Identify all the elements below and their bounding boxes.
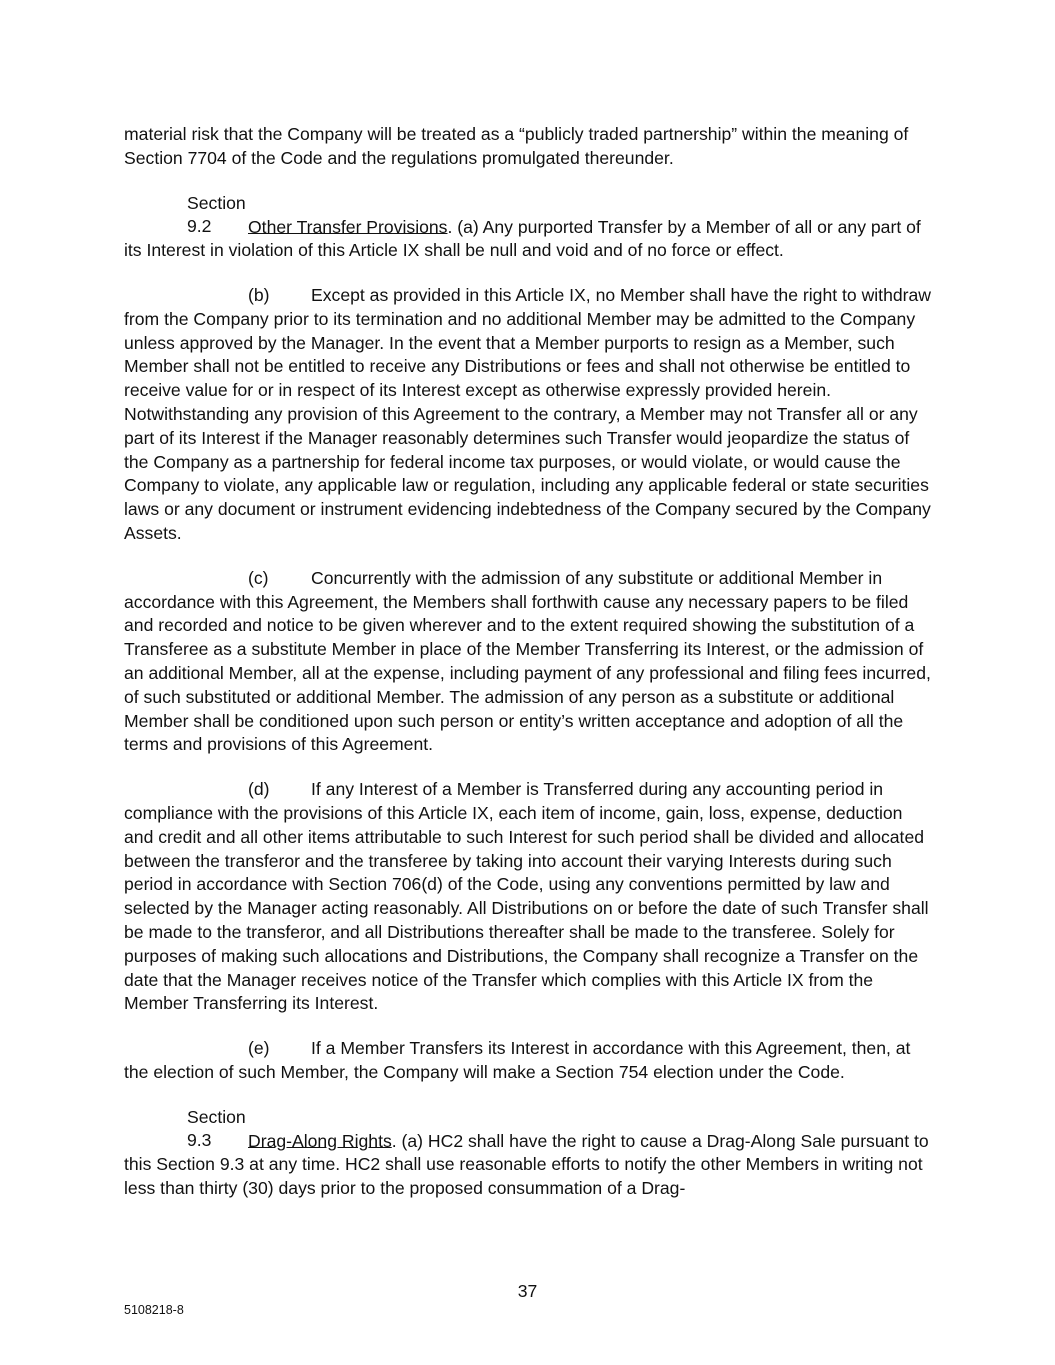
section-9-3-heading: Drag-Along Rights (248, 1130, 392, 1151)
section-9-3-paragraph (124, 1106, 932, 1201)
section-9-2-heading-trail: . (447, 216, 453, 237)
subsection-d-paragraph (124, 778, 932, 1016)
subsection-c-paragraph (124, 567, 932, 757)
section-9-3-text: (a) HC2 shall have the right to cause a Drag-Along Sale pursuant to this Section 9.3 at any time. HC2 shall use reasonable efforts to notify the other Members in writing not less than thirty (30) days prior to the proposed consummation of a Drag- (124, 1130, 929, 1199)
page-body (124, 123, 932, 1222)
subsection-d-text: If any Interest of a Member is Transferred during any accounting period in compliance with the provisions of this Article IX, each item of income, gain, loss, expense, deduction and credit and all other items attributable to such Interest for such period shall be divided and allocated between the transferor and the transferee by taking into account their varying Interests during such period in accordance with Section 706(d) of the Code, using any conventions permitted by law and selected by the Manager acting reasonably. All Distributions on or before the date of such Transfer shall be made to the transferor, and all Distributions thereafter shall be made to the transferee. Solely for purposes of making such allocations and Distributions, the Company shall recognize a Transfer on the date that the Manager receives notice of the Transfer which complies with this Article IX from the Member Transferring its Interest. (124, 779, 929, 1014)
carryover-text: material risk that the Company will be treated as a “publicly traded partnership” within the meaning of Section 7704 of the Code and the regulations promulgated thereunder. (124, 124, 909, 168)
section-9-2-text: (a) Any purported Transfer by a Member of all or any part of its Interest in violation of this Article IX shall be null and void and of no force or effect. (124, 216, 921, 261)
section-9-2-heading: Other Transfer Provisions (248, 216, 448, 237)
section-9-2-number: Section 9.2 (187, 192, 246, 237)
subsection-e-letter: (e) (248, 1038, 270, 1059)
subsection-c-letter: (c) (248, 567, 269, 588)
subsection-c-text: Concurrently with the admission of any substitute or additional Member in accordance with this Agreement, the Members shall forthwith cause any necessary papers to be filed and recorded and notice to be given wherever and to the extent required showing the substitution of a Transferee as a substitute Member in place of the Member Transferring its Interest, or the admission of an additional Member, all at the expense, including payment of any professional and filing fees incurred, of such substituted or additional Member. The admission of any person as a substitute or additional Member shall be conditioned upon such person or entity’s written acceptance and adoption of all the terms and provisions of this Agreement. (124, 567, 931, 755)
subsection-b-text: Except as provided in this Article IX, no Member shall have the right to withdraw from the Company prior to its termination and no additional Member may be admitted to the Company unless approved by the Manager. In the event that a Member purports to resign as a Member, such Member shall not be entitled to receive any Distributions or fees and shall not otherwise be entitled to receive value for or in respect of its Interest except as otherwise expressly provided herein. Notwithstanding any provision of this Agreement to the contrary, a Member may not Transfer all or any part of its Interest if the Manager reasonably determines such Transfer would jeopardize the status of the Company as a partnership for federal income tax purposes, or would violate, or would cause the Company to violate, any applicable law or regulation, including any applicable federal or state securities laws or any document or instrument evidencing indebtedness of the Company secured by the Company Assets. (124, 284, 931, 543)
section-9-3-number: Section 9.3 (187, 1106, 246, 1151)
subsection-b-letter: (b) (248, 284, 270, 305)
carryover-paragraph (124, 123, 932, 171)
subsection-e-text: If a Member Transfers its Interest in accordance with this Agreement, then, at the election of such Member, the Company will make a Section 754 election under the Code. (124, 1038, 911, 1082)
subsection-d-letter: (d) (248, 779, 270, 800)
section-9-3-heading-trail: . (391, 1130, 397, 1151)
subsection-e-paragraph (124, 1037, 932, 1085)
subsection-b-paragraph (124, 284, 932, 546)
section-9-2-paragraph (124, 192, 932, 263)
page-number: 37 (517, 1281, 538, 1301)
document-id: 5108218-8 (124, 1303, 184, 1317)
